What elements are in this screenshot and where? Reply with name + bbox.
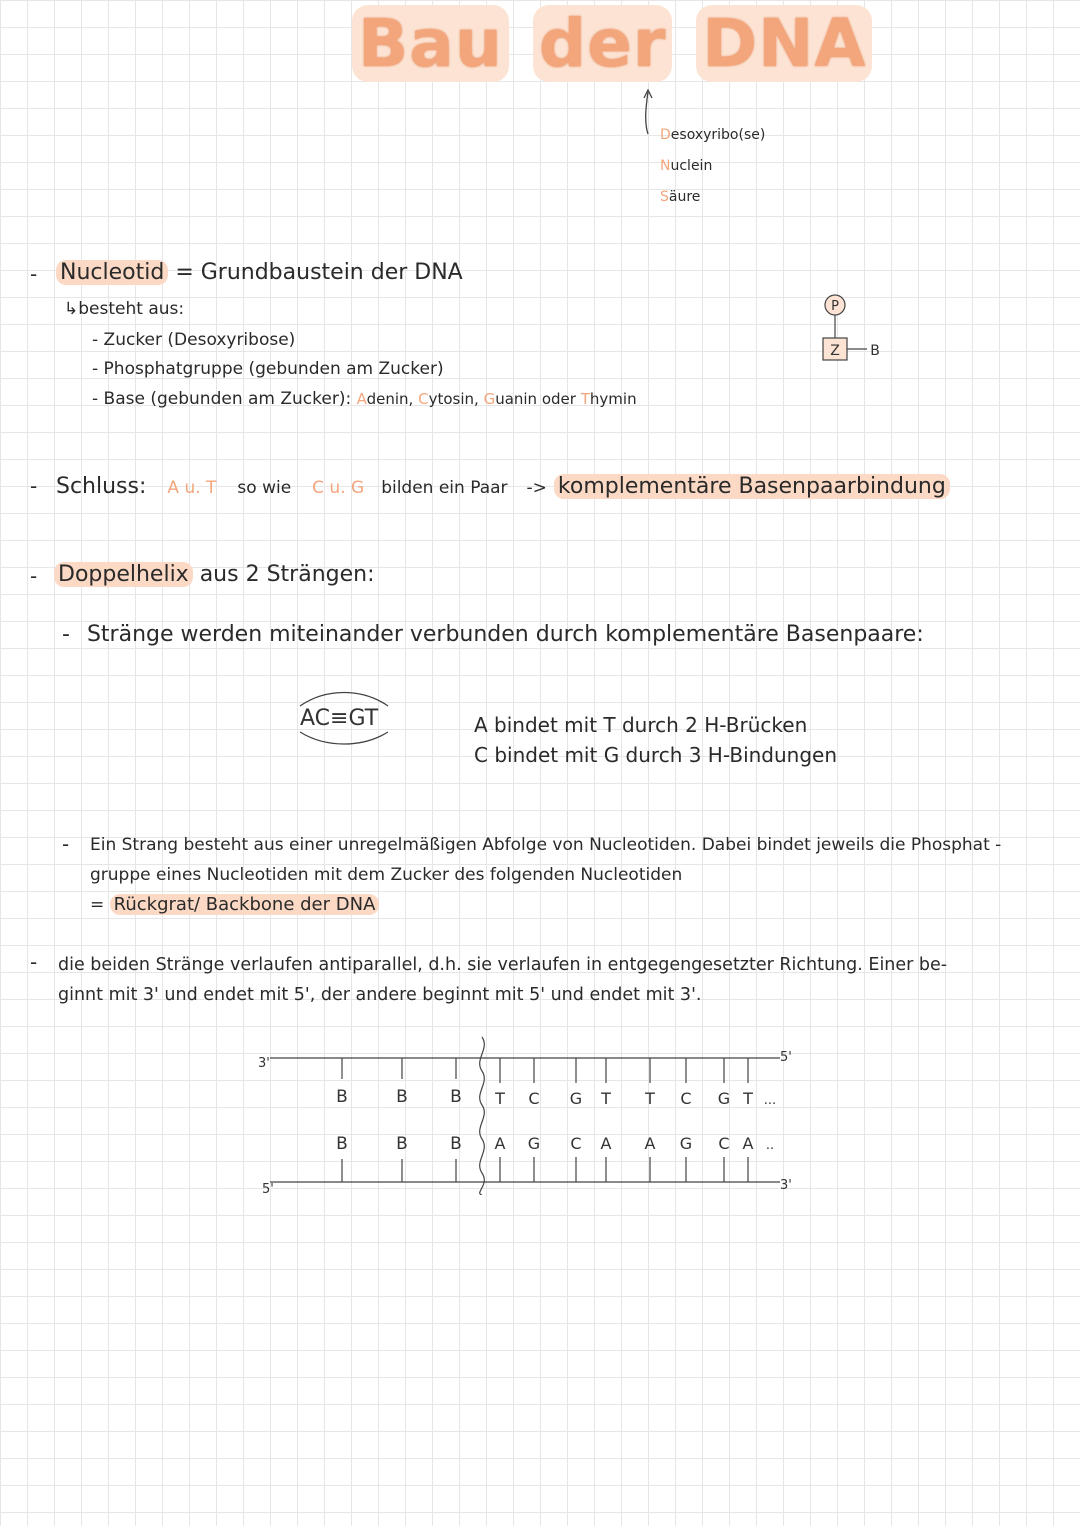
top-seq-base: T [601, 1089, 611, 1108]
bond-rules [474, 710, 837, 770]
base-label: B [870, 343, 880, 359]
doppelhelix-sub: - Stränge werden miteinander verbunden durch komplementäre Basenpaare: [62, 622, 924, 647]
doppelhelix-heading [54, 562, 375, 587]
bottom-seq-base: .. [765, 1138, 775, 1153]
phosphate-label: P [831, 299, 839, 314]
bottom-seq-base: G [679, 1134, 693, 1153]
top-seq-base: T [495, 1089, 505, 1108]
schluss-arrow: -> [526, 478, 547, 498]
bottom-seq-base: C [718, 1134, 730, 1153]
title-word-dna: DNA [696, 5, 872, 82]
strang-line2: gruppe eines Nucleotiden mit dem Zucker des folgenden Nucleotiden [90, 865, 683, 885]
acronym-line-s: Säure [660, 189, 701, 205]
nucleotid-item-phosphat: - Phosphatgruppe (gebunden am Zucker) [92, 359, 444, 379]
dna-strand-diagram [250, 1035, 810, 1195]
schluss-pair-at: A u. T [167, 478, 217, 498]
bottom-right-end-label: 3' [780, 1178, 792, 1193]
schluss-highlight: komplementäre Basenpaarbindung [554, 474, 950, 499]
nucleotid-item-zucker: - Zucker (Desoxyribose) [92, 330, 296, 350]
antiparallel-text [58, 950, 947, 1010]
schluss-middle: so wie [237, 478, 292, 498]
bottom-seq-base: C [570, 1134, 582, 1153]
nucleotid-heading [56, 260, 463, 285]
top-generic-base: B [396, 1087, 408, 1107]
top-right-end-label: 5' [780, 1050, 792, 1065]
top-generic-base: B [336, 1087, 348, 1107]
title-word-der: der [533, 5, 673, 82]
strang-dash: - [62, 832, 70, 856]
nucleotid-definition: = Grundbaustein der DNA [175, 260, 463, 285]
doppelhelix-dash: - [30, 564, 38, 588]
top-left-end-label: 3' [258, 1056, 270, 1071]
acronym-line-d: Desoxyribo(se) [660, 127, 766, 143]
acronym-line-n: Nuclein [660, 158, 713, 174]
pair-symbol: AC≡GT [296, 690, 392, 746]
bottom-seq-base: A [742, 1134, 754, 1153]
top-seq-base: G [569, 1089, 583, 1108]
page-title [352, 4, 872, 84]
schluss-pair-cg: C u. G [312, 478, 365, 498]
bottom-seq-base: A [494, 1134, 506, 1153]
bottom-seq-base: G [527, 1134, 541, 1153]
schluss-label: Schluss: [56, 474, 147, 499]
antiparallel-line1: die beiden Stränge verlaufen antiparallel, d.h. sie verlaufen in entgegengesetzter Richtung. Einer be- [58, 955, 948, 975]
strand-break-line [480, 1037, 485, 1195]
nucleotid-item-base: - Base (gebunden am Zucker): Adenin, Cytosin, Guanin oder Thymin [92, 389, 637, 409]
top-seq-base: C [680, 1089, 692, 1108]
doppelhelix-term: Doppelhelix [54, 562, 193, 587]
strang-line1: Ein Strang besteht aus einer unregelmäßigen Abfolge von Nucleotiden. Dabei bindet jeweils die Phosphat - [90, 835, 1002, 855]
backbone-highlight: Rückgrat/ Backbone der DNA [110, 894, 380, 915]
strang-backbone: = Rückgrat/ Backbone der DNA [90, 890, 1001, 920]
top-seq-base: ... [763, 1093, 777, 1108]
schluss-line [56, 474, 950, 499]
strang-text [90, 830, 1001, 920]
bottom-generic-base: B [396, 1134, 408, 1154]
doppelhelix-rest: aus 2 Strängen: [199, 562, 375, 587]
bottom-left-end-label: 5' [262, 1182, 274, 1195]
nucleotid-term: Nucleotid [56, 260, 168, 285]
nucleotid-dash: - [30, 262, 38, 286]
top-seq-base: G [717, 1089, 731, 1108]
bond-rule-at: A bindet mit T durch 2 H-Brücken [474, 713, 808, 737]
title-word-bau: Bau [352, 5, 509, 82]
antiparallel-line2: ginnt mit 3' und endet mit 5', der andere beginnt mit 5' und endet mit 3'. [58, 985, 702, 1005]
nucleotide-diagram [815, 292, 895, 372]
top-seq-base: C [528, 1089, 540, 1108]
bottom-generic-base: B [336, 1134, 348, 1154]
dna-acronym [660, 120, 765, 213]
sugar-label: Z [830, 343, 840, 359]
top-seq-base: T [743, 1089, 753, 1108]
schluss-dash: - [30, 474, 38, 498]
top-generic-base: B [450, 1087, 462, 1107]
bottom-seq-base: A [600, 1134, 612, 1153]
bottom-seq-base: A [644, 1134, 656, 1153]
top-seq-base: T [645, 1089, 655, 1108]
nucleotid-subintro: ↳besteht aus: [64, 299, 185, 319]
antiparallel-dash: - [30, 950, 38, 974]
schluss-tail: bilden ein Paar [381, 478, 508, 498]
bottom-generic-base: B [450, 1134, 462, 1154]
bond-rule-cg: C bindet mit G durch 3 H-Bindungen [474, 743, 838, 767]
base-list: Adenin, Cytosin, Guanin oder Thymin [356, 390, 637, 408]
